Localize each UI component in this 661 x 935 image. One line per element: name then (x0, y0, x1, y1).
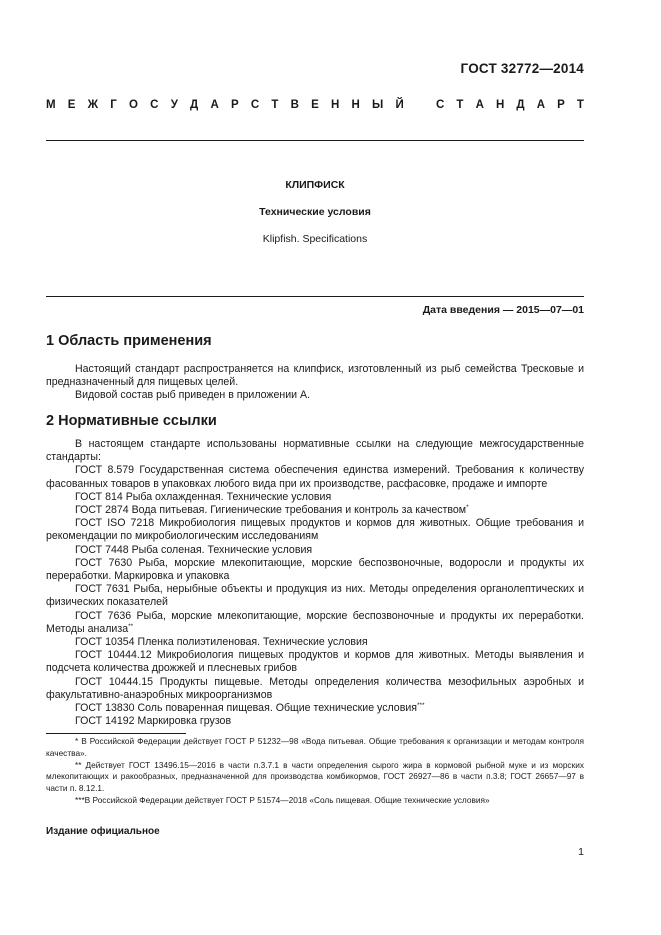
banner-letter: Т (456, 99, 464, 111)
section-2-intro: В настоящем стандарте использованы нормативные ссылки на следующие межгосударственные стандарты: (46, 438, 584, 464)
section-1-paragraph: Настоящий стандарт распространяется на клипфиск, изготовленный из рыб семейства Тресковые и предназначенный для пищевых целей. (46, 363, 584, 389)
official-edition-label: Издание официальное (46, 826, 160, 837)
banner-letter: А (536, 99, 546, 111)
standard-number: ГОСТ 32772—2014 (460, 61, 584, 76)
title-rule (46, 296, 584, 297)
footnote: * В Российской Федерации действует ГОСТ Р 51232—98 «Вода питьевая. Общие требования к организации и методам контроля качества». (46, 736, 584, 758)
banner-word-standard (436, 99, 584, 111)
page-number: 1 (578, 846, 584, 858)
banner-letter: Т (271, 99, 279, 111)
banner-letter: Е (67, 99, 76, 111)
banner-letter: Н (495, 99, 505, 111)
section-2-heading: 2 Нормативные ссылки (46, 413, 217, 429)
ref-item: ГОСТ 10444.15 Продукты пищевые. Методы определения количества мезофильных аэробных и факультативно-анаэробных микроорганизмов (46, 675, 584, 701)
banner-letter: Е (311, 99, 319, 111)
banner-letter: Р (230, 99, 239, 111)
ref-item: ГОСТ 10354 Пленка полиэтиленовая. Технические условия (75, 636, 368, 649)
document-title: КЛИПФИСК (285, 179, 345, 191)
header-rule (46, 140, 584, 141)
banner-letter: С (250, 99, 260, 111)
footnote-marker: ** (128, 622, 134, 630)
ref-item: ГОСТ 7448 Рыба соленая. Технические условия (75, 543, 313, 556)
ref-text: ГОСТ 7636 Рыба, морские млекопитающие, морские беспозвоночные и продукты их переработки. Методы анализа (46, 609, 584, 635)
introduction-date: Дата введения — 2015—07—01 (422, 304, 584, 316)
banner-letter: Ы (372, 99, 384, 111)
banner-letter: С (436, 99, 445, 111)
ref-item: ГОСТ 14192 Маркировка грузов (75, 715, 232, 728)
footnote: ** Действует ГОСТ 13496.15—2016 в части п.3.7.1 в части определения сырого жира в кормовой рыбной муке и из морских млекопитающих и ракообразных, предназначенной для производства комбикормов, ГОСТ 26927—86 в части п.3.8; ГОСТ 26657—97 в части п. 8.12.1. (46, 759, 584, 794)
banner-letter: С (150, 99, 159, 111)
footnote-rule (46, 733, 186, 734)
banner-letter: У (170, 99, 178, 111)
ref-text: ГОСТ 13830 Соль поваренная пищевая. Общие технические условия (75, 702, 417, 715)
document-subtitle: Технические условия (259, 206, 371, 218)
footnote: ***В Российской Федерации действует ГОСТ Р 51574—2018 «Соль пищевая. Общие технические условия» (75, 794, 490, 805)
banner-letter: Н (330, 99, 340, 111)
banner-letter: О (129, 99, 138, 111)
banner-letter: Н (351, 99, 360, 111)
banner-letter: Р (557, 99, 565, 111)
banner-letter: Д (516, 99, 525, 111)
ref-item: ГОСТ ISO 7218 Микробиология пищевых продуктов и кормов для животных. Общие требования и рекомендации по микробиологическим исследованиям (46, 517, 584, 543)
ref-item (46, 504, 584, 517)
ref-item (46, 702, 584, 715)
section-1-paragraph: Видовой состав рыб приведен в приложении А. (75, 389, 311, 402)
banner-word-interstate (46, 99, 404, 111)
banner-letter: Г (110, 99, 117, 111)
ref-item: ГОСТ 8.579 Государственная система обеспечения единства измерений. Требования к количеству фасованных товаров в упаковках любого вида при их производстве, расфасовке, продаже и импорте (46, 464, 584, 490)
banner-letter: Й (395, 99, 404, 111)
banner-letter: Ж (87, 99, 99, 111)
english-title: Klipfish. Specifications (262, 233, 368, 245)
section-1-body (46, 363, 584, 403)
ref-item: ГОСТ 814 Рыба охлажденная. Технические условия (75, 490, 332, 503)
footnote-marker: * (466, 504, 469, 512)
banner-letter: Д (190, 99, 199, 111)
banner-letter: А (475, 99, 484, 111)
standard-type-banner (46, 99, 584, 111)
ref-item: ГОСТ 10444.12 Микробиология пищевых продуктов и кормов для животных. Методы выявления и подсчета количества дрожжей и плесневых грибов (46, 649, 584, 675)
banner-letter: В (290, 99, 299, 111)
section-1-heading: 1 Область применения (46, 333, 212, 349)
ref-text: ГОСТ 2874 Вода питьевая. Гигиенические требования и контроль за качеством (75, 504, 467, 517)
footnote-marker: *** (416, 702, 425, 710)
banner-letter: А (210, 99, 219, 111)
ref-item (46, 610, 584, 636)
banner-letter: М (46, 99, 56, 111)
footnotes (46, 736, 584, 807)
banner-letter: Т (576, 99, 584, 111)
ref-item: ГОСТ 7631 Рыба, нерыбные объекты и продукция из них. Методы определения органолептических и физических показателей (46, 583, 584, 609)
ref-item: ГОСТ 7630 Рыба, морские млекопитающие, морские беспозвоночные, водоросли и продукты их переработки. Маркировка и упаковка (46, 556, 584, 583)
section-2-body (46, 438, 584, 728)
